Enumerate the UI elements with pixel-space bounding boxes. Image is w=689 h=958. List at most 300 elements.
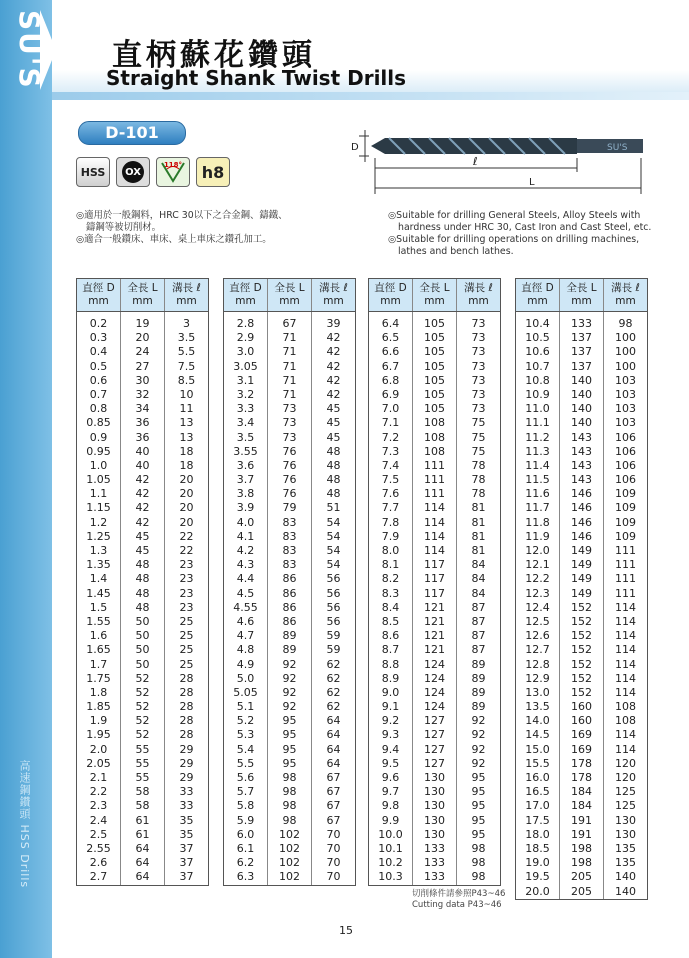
- table-cell: 4.1: [236, 529, 255, 543]
- table-cell: 160: [571, 700, 592, 714]
- table-cell: 105: [424, 402, 445, 416]
- table-cell: 124: [424, 700, 445, 714]
- column-l: [312, 312, 355, 885]
- table-cell: 84: [471, 558, 486, 572]
- table-cell: 10.0: [378, 827, 403, 841]
- column-header: [369, 279, 413, 311]
- table-cell: 9.6: [381, 771, 400, 784]
- table-cell: 10.9: [525, 387, 550, 401]
- column-header-unit: mm: [424, 295, 445, 307]
- table-cell: 8.5: [177, 373, 196, 387]
- table-cell: 8.5: [381, 614, 400, 628]
- table-cell: 50: [135, 643, 150, 657]
- table-cell: 81: [471, 515, 486, 529]
- table-cell: 12.6: [525, 629, 550, 643]
- table-cell: 103: [615, 373, 636, 387]
- table-cell: 28: [179, 714, 194, 728]
- table-cell: 152: [571, 600, 592, 614]
- table-cell: 42: [135, 501, 150, 515]
- table-cell: 2.7: [89, 870, 108, 884]
- table-cell: 106: [615, 430, 636, 444]
- table-cell: 12.5: [525, 614, 550, 628]
- table-cell: 7.2: [381, 430, 400, 444]
- table-cell: 3.7: [236, 473, 255, 487]
- table-cell: 56: [326, 600, 341, 614]
- table-cell: 152: [571, 629, 592, 643]
- table-cell: 23: [179, 586, 194, 600]
- column-header-label: 溝長 ℓ: [464, 282, 493, 294]
- note-en-line: ◎Suitable for drilling General Steels, Alloy Steels with: [388, 210, 641, 221]
- table-cell: 45: [326, 430, 341, 444]
- table-cell: 0.7: [89, 387, 108, 401]
- table-cell: 2.2: [89, 785, 108, 799]
- column-d: [77, 312, 121, 885]
- table-cell: 2.55: [86, 841, 111, 855]
- table-cell: 48: [326, 487, 341, 501]
- table-cell: 64: [135, 841, 150, 855]
- table-cell: 135: [615, 856, 636, 870]
- table-cell: 56: [326, 614, 341, 628]
- table-cell: 133: [424, 856, 445, 870]
- table-cell: 0.2: [89, 317, 108, 330]
- table-cell: 95: [282, 728, 297, 742]
- table-cell: 55: [135, 771, 150, 784]
- table-cell: 124: [424, 671, 445, 685]
- table-cell: 95: [471, 785, 486, 799]
- table-cell: 67: [326, 771, 341, 784]
- table-cell: 58: [135, 785, 150, 799]
- table-cell: 48: [326, 444, 341, 458]
- column-header: [604, 279, 647, 311]
- table-cell: 109: [615, 501, 636, 515]
- table-cell: 1.15: [86, 501, 111, 515]
- column-header-unit: mm: [279, 295, 300, 307]
- table-cell: 50: [135, 614, 150, 628]
- table-cell: 19.0: [525, 856, 550, 870]
- column-header-label: 溝長 ℓ: [319, 282, 348, 294]
- page-number: 15: [339, 924, 353, 937]
- table-cell: 9.1: [381, 700, 400, 714]
- table-cell: 10.6: [525, 345, 550, 359]
- table-cell: 12.3: [525, 586, 550, 600]
- table-cell: 12.4: [525, 600, 550, 614]
- table-cell: 83: [282, 558, 297, 572]
- notes-en: [388, 210, 668, 258]
- table-cell: 3.1: [236, 373, 255, 387]
- table-cell: 22: [179, 529, 194, 543]
- table-cell: 130: [424, 799, 445, 813]
- table-cell: 133: [571, 317, 592, 330]
- table-cell: 4.8: [236, 643, 255, 657]
- table-cell: 67: [326, 799, 341, 813]
- table-cell: 13.0: [525, 685, 550, 699]
- table-cell: 67: [326, 785, 341, 799]
- column-header-label: 全長 L: [566, 282, 597, 294]
- table-cell: 102: [279, 841, 300, 855]
- table-cell: 8.2: [381, 572, 400, 586]
- table-cell: 28: [179, 728, 194, 742]
- table-cell: 114: [424, 529, 445, 543]
- table-cell: 111: [615, 572, 636, 586]
- table-cell: 4.6: [236, 614, 255, 628]
- table-cell: 114: [615, 685, 636, 699]
- table-cell: 10.1: [378, 841, 403, 855]
- table-cell: 73: [471, 359, 486, 373]
- size-table: [368, 278, 501, 886]
- table-cell: 52: [135, 685, 150, 699]
- table-cell: 5.6: [236, 771, 255, 784]
- table-cell: 87: [471, 643, 486, 657]
- table-cell: 11: [179, 402, 194, 416]
- table-cell: 70: [326, 856, 341, 870]
- table-cell: 152: [571, 685, 592, 699]
- table-cell: 205: [571, 884, 592, 898]
- point-angle-label: 118°: [163, 161, 183, 169]
- table-cell: 18.5: [525, 841, 550, 855]
- table-cell: 59: [326, 643, 341, 657]
- table-cell: 4.9: [236, 657, 255, 671]
- table-cell: 92: [471, 728, 486, 742]
- table-cell: 178: [571, 771, 592, 784]
- table-cell: 12.9: [525, 671, 550, 685]
- column-header-unit: mm: [571, 295, 592, 307]
- hss-badge: HSS: [76, 157, 110, 187]
- table-cell: 70: [326, 841, 341, 855]
- point-angle-icon: [158, 159, 188, 185]
- column-header-unit: mm: [88, 295, 109, 307]
- table-cell: 75: [471, 444, 486, 458]
- table-cell: 73: [282, 430, 297, 444]
- table-cell: 12.7: [525, 643, 550, 657]
- table-cell: 24: [135, 345, 150, 359]
- table-cell: 98: [471, 856, 486, 870]
- column-header-unit: mm: [527, 295, 548, 307]
- table-cell: 105: [424, 331, 445, 345]
- table-cell: 130: [424, 827, 445, 841]
- table-cell: 125: [615, 785, 636, 799]
- table-cell: 81: [471, 501, 486, 515]
- table-cell: 95: [282, 756, 297, 770]
- table-cell: 184: [571, 785, 592, 799]
- table-cell: 48: [326, 473, 341, 487]
- point-angle-badge: [156, 157, 190, 187]
- table-cell: 48: [135, 558, 150, 572]
- table-cell: 108: [424, 430, 445, 444]
- column-header: [165, 279, 208, 311]
- table-cell: 11.6: [525, 487, 550, 501]
- table-cell: 10.7: [525, 359, 550, 373]
- table-cell: 106: [615, 473, 636, 487]
- table-cell: 105: [424, 317, 445, 330]
- table-cell: 130: [424, 813, 445, 827]
- column-header-label: 溝長 ℓ: [172, 282, 201, 294]
- table-cell: 11.2: [525, 430, 550, 444]
- table-cell: 89: [471, 671, 486, 685]
- brand-logo: SU'S: [13, 10, 46, 90]
- table-cell: 8.8: [381, 657, 400, 671]
- table-cell: 35: [179, 813, 194, 827]
- table-cell: 76: [282, 473, 297, 487]
- table-cell: 149: [571, 572, 592, 586]
- table-cell: 1.25: [86, 529, 111, 543]
- table-cell: 42: [135, 473, 150, 487]
- table-cell: 13: [179, 416, 194, 430]
- table-cell: 20: [179, 473, 194, 487]
- column-header-unit: mm: [132, 295, 153, 307]
- table-cell: 17.5: [525, 813, 550, 827]
- table-cell: 45: [135, 529, 150, 543]
- table-cell: 2.9: [236, 331, 255, 345]
- table-cell: 10: [179, 387, 194, 401]
- table-cell: 34: [135, 402, 150, 416]
- table-cell: 114: [615, 614, 636, 628]
- table-cell: 114: [615, 671, 636, 685]
- table-cell: 48: [135, 572, 150, 586]
- table-cell: 52: [135, 671, 150, 685]
- column-header: [413, 279, 457, 311]
- table-cell: 20: [179, 501, 194, 515]
- table-cell: 52: [135, 728, 150, 742]
- table-cell: 2.05: [86, 756, 111, 770]
- table-cell: 73: [471, 317, 486, 330]
- table-cell: 2.1: [89, 771, 108, 784]
- table-cell: 130: [615, 827, 636, 841]
- table-cell: 111: [424, 487, 445, 501]
- table-cell: 95: [471, 799, 486, 813]
- table-cell: 22: [179, 544, 194, 557]
- table-cell: 13: [179, 430, 194, 444]
- note-zh-line: ◎適合一般鑽床、車床、桌上車床之鑽孔加工。: [76, 234, 272, 245]
- table-cell: 0.5: [89, 359, 108, 373]
- table-cell: 114: [424, 515, 445, 529]
- table-cell: 125: [615, 799, 636, 813]
- column-header-label: 全長 L: [127, 282, 158, 294]
- table-cell: 28: [179, 685, 194, 699]
- table-cell: 20: [179, 515, 194, 529]
- table-cell: 130: [424, 771, 445, 784]
- table-cell: 7.7: [381, 501, 400, 515]
- table-cell: 16.5: [525, 785, 550, 799]
- table-cell: 8.0: [381, 544, 400, 557]
- table-cell: 56: [326, 572, 341, 586]
- table-cell: 4.7: [236, 629, 255, 643]
- table-cell: 42: [326, 387, 341, 401]
- table-cell: 1.4: [89, 572, 108, 586]
- table-cell: 1.7: [89, 657, 108, 671]
- table-cell: 117: [424, 558, 445, 572]
- table-cell: 1.35: [86, 558, 111, 572]
- table-cell: 64: [326, 756, 341, 770]
- table-cell: 4.55: [233, 600, 258, 614]
- table-cell: 120: [615, 771, 636, 784]
- table-cell: 8.7: [381, 643, 400, 657]
- table-cell: 137: [571, 359, 592, 373]
- table-cell: 140: [571, 373, 592, 387]
- table-cell: 98: [471, 841, 486, 855]
- table-cell: 8.1: [381, 558, 400, 572]
- table-cell: 100: [615, 359, 636, 373]
- table-cell: 0.8: [89, 402, 108, 416]
- drill-diagram: [345, 128, 645, 198]
- table-cell: 29: [179, 771, 194, 784]
- table-cell: 6.6: [381, 345, 400, 359]
- table-cell: 149: [571, 586, 592, 600]
- table-cell: 11.4: [525, 458, 550, 472]
- table-cell: 98: [618, 317, 633, 330]
- table-cell: 1.2: [89, 515, 108, 529]
- table-cell: 133: [424, 870, 445, 884]
- table-cell: 19.5: [525, 870, 550, 884]
- table-cell: 11.1: [525, 416, 550, 430]
- table-cell: 2.5: [89, 827, 108, 841]
- table-cell: 50: [135, 657, 150, 671]
- table-cell: 83: [282, 544, 297, 557]
- size-table: [223, 278, 356, 886]
- table-cell: 81: [471, 529, 486, 543]
- table-cell: 86: [282, 614, 297, 628]
- table-cell: 42: [326, 331, 341, 345]
- table-cell: 3.9: [236, 501, 255, 515]
- sidebar-caption: 高速鋼鑽頭 HSS Drills: [18, 760, 31, 889]
- table-cell: 152: [571, 643, 592, 657]
- table-cell: 92: [282, 685, 297, 699]
- table-cell: 64: [326, 728, 341, 742]
- table-cell: 3.0: [236, 345, 255, 359]
- table-cell: 55: [135, 756, 150, 770]
- table-cell: 79: [282, 501, 297, 515]
- table-cell: 102: [279, 827, 300, 841]
- table-cell: 29: [179, 756, 194, 770]
- table-cell: 106: [615, 458, 636, 472]
- table-cell: 3.2: [236, 387, 255, 401]
- table-header: [516, 279, 647, 312]
- table-cell: 117: [424, 586, 445, 600]
- table-cell: 111: [615, 544, 636, 557]
- table-cell: 98: [471, 870, 486, 884]
- table-cell: 10.5: [525, 331, 550, 345]
- column-d: [224, 312, 268, 885]
- table-cell: 37: [179, 856, 194, 870]
- table-cell: 23: [179, 600, 194, 614]
- table-cell: 146: [571, 515, 592, 529]
- table-cell: 98: [282, 771, 297, 784]
- table-cell: 5.0: [236, 671, 255, 685]
- table-cell: 45: [135, 544, 150, 557]
- table-cell: 5.1: [236, 700, 255, 714]
- column-header-unit: mm: [323, 295, 344, 307]
- table-cell: 16.0: [525, 771, 550, 784]
- table-cell: 28: [179, 700, 194, 714]
- column-header: [121, 279, 165, 311]
- table-cell: 10.3: [378, 870, 403, 884]
- table-cell: 2.8: [236, 317, 255, 330]
- table-cell: 146: [571, 487, 592, 501]
- table-cell: 140: [571, 402, 592, 416]
- table-cell: 33: [179, 785, 194, 799]
- table-cell: 12.8: [525, 657, 550, 671]
- table-cell: 71: [282, 387, 297, 401]
- table-cell: 135: [615, 841, 636, 855]
- column-l: [165, 312, 208, 885]
- column-L: [268, 312, 312, 885]
- table-cell: 5.05: [233, 685, 258, 699]
- table-cell: 75: [471, 416, 486, 430]
- table-cell: 50: [135, 629, 150, 643]
- column-L: [413, 312, 457, 885]
- table-cell: 95: [471, 813, 486, 827]
- table-cell: 87: [471, 614, 486, 628]
- table-cell: 7.8: [381, 515, 400, 529]
- table-cell: 124: [424, 685, 445, 699]
- column-header-unit: mm: [380, 295, 401, 307]
- table-cell: 92: [282, 657, 297, 671]
- table-cell: 7.6: [381, 487, 400, 501]
- table-cell: 11.3: [525, 444, 550, 458]
- column-header: [268, 279, 312, 311]
- table-cell: 140: [571, 387, 592, 401]
- table-cell: 1.05: [86, 473, 111, 487]
- column-header-label: 直徑 D: [374, 282, 407, 294]
- size-table: [515, 278, 648, 900]
- table-cell: 42: [326, 373, 341, 387]
- table-cell: 5.4: [236, 742, 255, 756]
- table-cell: 169: [571, 728, 592, 742]
- table-cell: 105: [424, 387, 445, 401]
- table-cell: 109: [615, 487, 636, 501]
- table-cell: 64: [135, 856, 150, 870]
- table-cell: 5.3: [236, 728, 255, 742]
- table-cell: 0.85: [86, 416, 111, 430]
- table-cell: 18: [179, 458, 194, 472]
- table-cell: 121: [424, 643, 445, 657]
- column-L: [560, 312, 604, 899]
- column-L: [121, 312, 165, 885]
- table-cell: 62: [326, 700, 341, 714]
- table-cell: 42: [135, 515, 150, 529]
- drill-flute-label: ℓ: [473, 155, 478, 168]
- table-cell: 86: [282, 586, 297, 600]
- table-cell: 130: [424, 785, 445, 799]
- table-cell: 9.2: [381, 714, 400, 728]
- table-cell: 133: [424, 841, 445, 855]
- table-cell: 6.1: [236, 841, 255, 855]
- table-cell: 8.6: [381, 629, 400, 643]
- table-cell: 48: [135, 600, 150, 614]
- table-cell: 84: [471, 572, 486, 586]
- note-en-line: hardness under HRC 30, Cast Iron and Cast Steel, etc.: [398, 222, 652, 233]
- table-cell: 7.5: [177, 359, 196, 373]
- note-zh-line: ◎適用於一般鋼料，HRC 30以下之合金鋼、鑄鐵、: [76, 210, 288, 221]
- table-cell: 23: [179, 572, 194, 586]
- table-cell: 20: [135, 331, 150, 345]
- table-cell: 83: [282, 515, 297, 529]
- table-cell: 92: [471, 742, 486, 756]
- table-cell: 32: [135, 387, 150, 401]
- table-cell: 152: [571, 671, 592, 685]
- table-cell: 127: [424, 728, 445, 742]
- table-cell: 14.5: [525, 728, 550, 742]
- column-header: [312, 279, 355, 311]
- table-cell: 7.3: [381, 444, 400, 458]
- table-cell: 140: [571, 416, 592, 430]
- table-cell: 114: [424, 501, 445, 515]
- table-cell: 40: [135, 458, 150, 472]
- table-cell: 71: [282, 331, 297, 345]
- table-cell: 10.8: [525, 373, 550, 387]
- table-cell: 178: [571, 756, 592, 770]
- column-header: [224, 279, 268, 311]
- table-cell: 39: [326, 317, 341, 330]
